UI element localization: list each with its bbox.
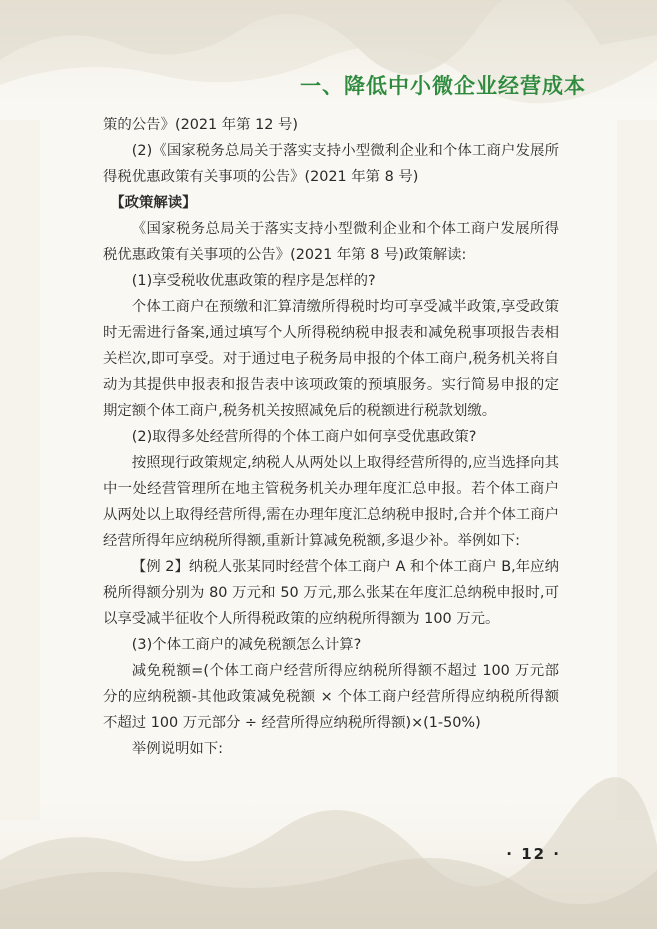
page-number: · 12 · (506, 845, 561, 863)
paragraph-continuation: 策的公告》(2021 年第 12 号) (103, 117, 299, 133)
example-2: 【例 2】纳税人张某同时经营个体工商户 A 和个体工商户 B,年应纳税所得额分别为 80 万元和 50 万元,那么张某在年度汇总纳税申报时,可以享受减半征收个人所得税政策的应纳税所得额为 100 万元。 (103, 559, 559, 627)
paragraph-interpretation-intro: 《国家税务总局关于落实支持小型微利企业和个体工商户发展所得税优惠政策有关事项的公告》(2021 年第 8 号)政策解读: (103, 221, 559, 263)
question-1: (1)享受税收优惠政策的程序是怎样的? (131, 273, 376, 289)
answer-1: 个体工商户在预缴和汇算清缴所得税时均可享受减半政策,享受政策时无需进行备案,通过填写个人所得税纳税申报表和减免税事项报告表相关栏次,即可享受。对于通过电子税务局申报的个体工商户,税务机关将自动为其提供申报表和报告表中该项政策的预填服务。实行简易申报的定期定额个体工商户,税务机关按照减免后的税额进行税款划缴。 (103, 299, 559, 419)
chapter-header-title: 一、降低中小微企业经营成本 (300, 74, 586, 98)
answer-2: 按照现行政策规定,纳税人从两处以上取得经营所得的,应当选择向其中一处经营管理所在地主管税务机关办理年度汇总申报。若个体工商户从两处以上取得经营所得,需在办理年度汇总纳税申报时,合并个体工商户经营所得年应纳税所得额,重新计算减免税额,多退少补。举例如下: (103, 455, 559, 549)
question-3: (3)个体工商户的减免税额怎么计算? (131, 637, 362, 653)
section-heading-policy-interpretation: 【政策解读】 (110, 195, 197, 211)
question-2: (2)取得多处经营所得的个体工商户如何享受优惠政策? (131, 429, 477, 445)
example-intro: 举例说明如下: (131, 741, 223, 757)
formula-paragraph: 减免税额=(个体工商户经营所得应纳税所得额不超过 100 万元部分的应纳税额-其他政策减免税额 × 个体工商户经营所得应纳税所得额不超过 100 万元部分 ÷ 经营所得应纳税所得额)×(1-50%) (103, 663, 559, 731)
body-text (103, 112, 559, 762)
paragraph-policy-reference: (2)《国家税务总局关于落实支持小型微利企业和个体工商户发展所得税优惠政策有关事项的公告》(2021 年第 8 号) (103, 143, 559, 185)
